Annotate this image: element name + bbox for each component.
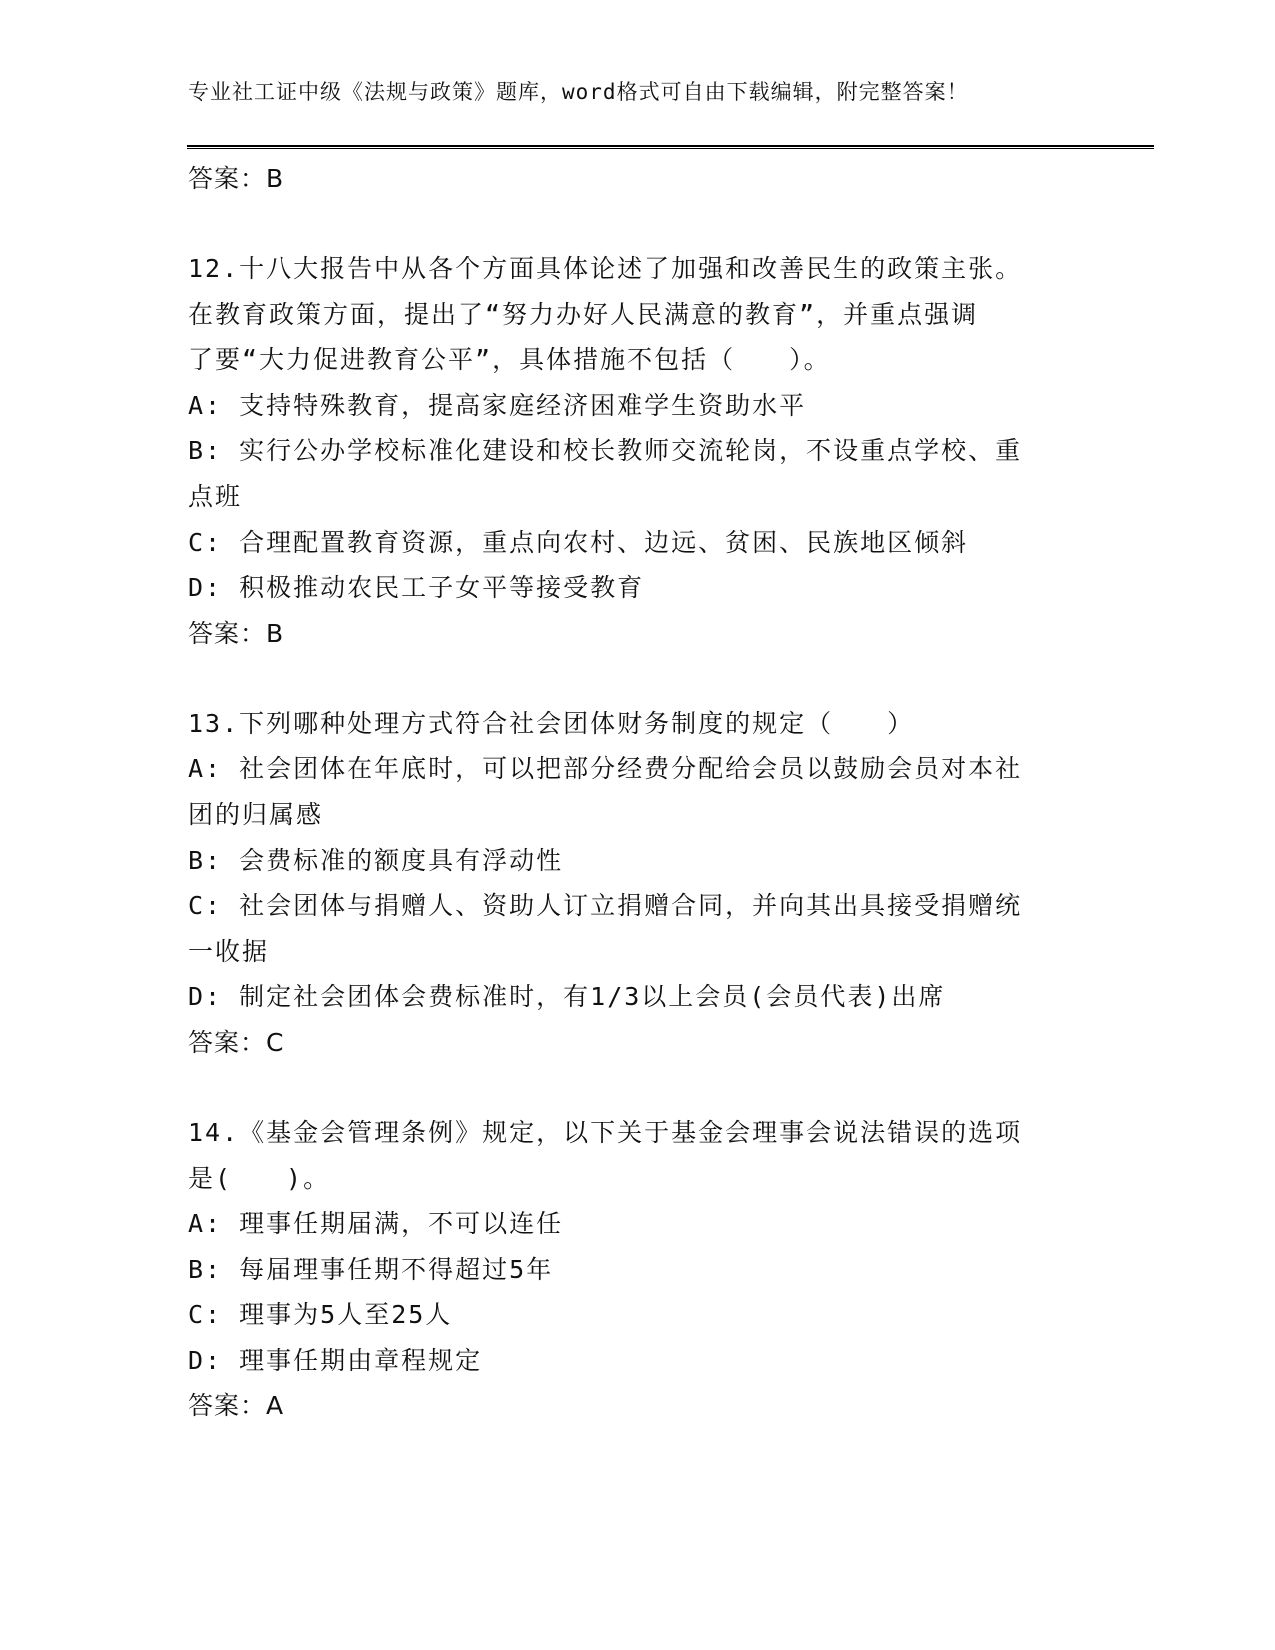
- option-b: B: 会费标准的额度具有浮动性: [188, 845, 564, 875]
- option-d: D: 制定社会团体会费标准时，有1/3以上会员(会员代表)出席: [188, 982, 946, 1012]
- previous-answer: 答案：B: [188, 164, 285, 193]
- option-a: A: 理事任期届满，不可以连任: [188, 1209, 564, 1239]
- option-d: D: 理事任期由章程规定: [188, 1345, 483, 1375]
- header-divider: [187, 145, 1154, 149]
- option-a-continued: 团的归属感: [188, 799, 324, 829]
- option-d: D: 积极推动农民工子女平等接受教育: [188, 573, 645, 603]
- option-b: B: 实行公办学校标准化建设和校长教师交流轮岗，不设重点学校、重: [188, 436, 1023, 466]
- question-13: [188, 701, 1088, 1066]
- question-text-line: 在教育政策方面，提出了“努力办好人民满意的教育”，并重点强调: [188, 299, 979, 329]
- answer-14: 答案：A: [188, 1391, 285, 1421]
- question-text-line: 是( )。: [188, 1163, 331, 1193]
- option-a: A: 支持特殊教育，提高家庭经济困难学生资助水平: [188, 390, 807, 420]
- question-12: [188, 246, 1088, 657]
- question-text-line: 12.十八大报告中从各个方面具体论述了加强和改善民生的政策主张。: [188, 254, 1023, 283]
- option-a: A: 社会团体在年底时，可以把部分经费分配给会员以鼓励会员对本社: [188, 754, 1023, 784]
- answer-13: 答案：C: [188, 1027, 285, 1057]
- question-text-line: 13.下列哪种处理方式符合社会团体财务制度的规定（ ）: [188, 708, 915, 738]
- option-c: C: 合理配置教育资源，重点向农村、边远、贫困、民族地区倾斜: [188, 527, 969, 557]
- question-text-line: 14.《基金会管理条例》规定，以下关于基金会理事会说法错误的选项: [188, 1117, 1023, 1147]
- option-c-continued: 一收据: [188, 936, 270, 966]
- option-c: C: 社会团体与捐赠人、资助人订立捐赠合同，并向其出具接受捐赠统: [188, 891, 1023, 921]
- option-b-continued: 点班: [188, 481, 243, 511]
- document-body: [188, 156, 1088, 1429]
- question-text-line: 了要“大力促进教育公平”，具体措施不包括（ ）。: [188, 345, 831, 375]
- option-b: B: 每届理事任期不得超过5年: [188, 1254, 554, 1284]
- page-header: 专业社工证中级《法规与政策》题库，word格式可自由下载编辑，附完整答案！: [188, 80, 969, 104]
- question-14: [188, 1110, 1088, 1430]
- option-c: C: 理事为5人至25人: [188, 1300, 453, 1330]
- answer-12: 答案：B: [188, 618, 285, 648]
